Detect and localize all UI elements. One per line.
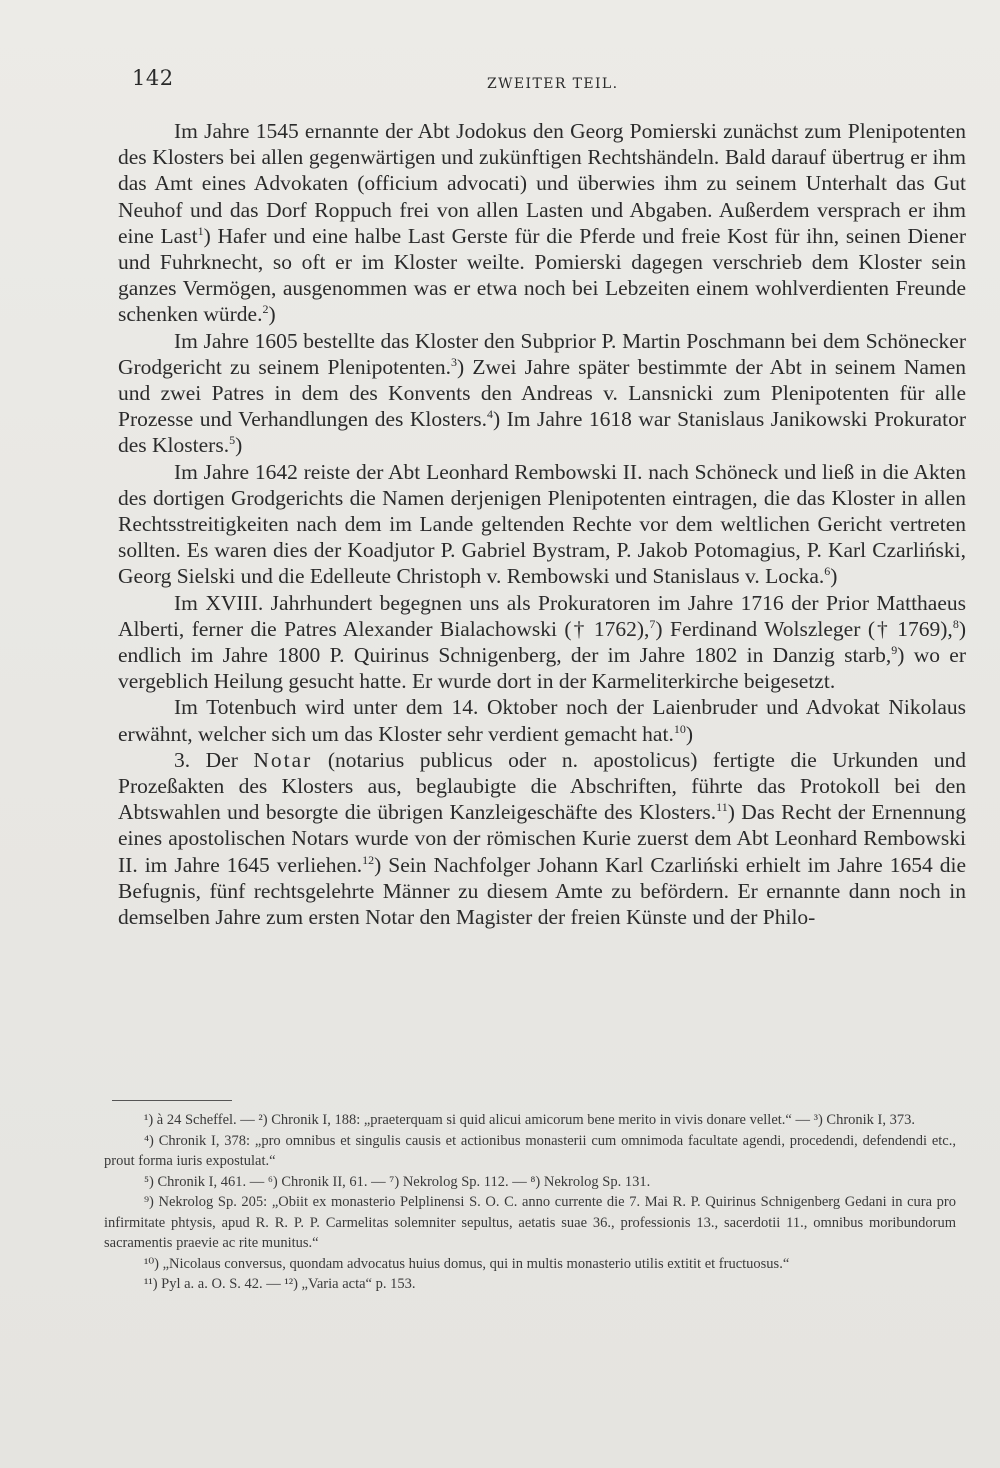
text-run: ) Im Jahre 1618 war Stanislaus Janikowski Prokurator des Klosters. [118, 407, 966, 458]
text-run: Im Totenbuch wird unter dem 14. Oktober noch der Laienbruder und Advokat Nikolaus erwähnt, welcher sich um das Kloster sehr verdient gemacht hat. [118, 695, 966, 746]
footnote-divider [112, 1100, 232, 1101]
text-run: (notarius publicus oder n. apostolicus) fertigte die Urkunden und Prozeßakten des Klosters aus, beglaubigte die Abschriften, führte das Protokoll bei den Abtswahlen und besorgte die übrigen Kanzleigeschäfte des Klosters. [118, 747, 966, 825]
footnote-ref: 10 [673, 721, 686, 736]
running-head: ZWEITER TEIL. [487, 76, 619, 92]
paragraph [118, 694, 966, 746]
text-run: ) Ferdinand Wolszleger († 1769), [655, 616, 953, 641]
footnote-ref: 3 [451, 354, 458, 369]
text-run: ) wo er vergeblich Heilung gesucht hatte. Er wurde dort in der Karmeliterkirche beigesetzt. [118, 643, 967, 694]
text-run: ) endlich im Jahre 1800 P. Quirinus Schnigenberg, der im Jahre 1802 in Danzig starb, [118, 616, 966, 668]
footnote: ¹⁰) „Nicolaus conversus, quondam advocatus huius domus, qui in multis monasterio utilis extitit et fructuosus.“ [144, 1255, 790, 1272]
text-run: ) [830, 564, 838, 589]
text-run: Im Jahre 1605 bestellte das Kloster den Subprior P. Martin Poschmann bei dem Schönecker Grodgericht zu seinem Plenipotenten. [118, 328, 966, 379]
text-run: 3. Der [174, 747, 254, 772]
footnote-ref: 7 [649, 616, 656, 631]
footnote-ref: 1 [197, 223, 204, 238]
text-run: ) [235, 433, 243, 458]
page-number: 142 [132, 66, 174, 90]
footnote-ref: 9 [891, 642, 898, 657]
footnote-ref: 5 [229, 433, 236, 448]
emphasized-term: Notar [253, 747, 313, 772]
footnote: ⁹) Nekrolog Sp. 205: „Obiit ex monasterio Pelplinensi S. O. C. anno currente die 7. Mai R. P. Quirinus Schnigenberg Gedani in cura pro infirmitate phtysis, apud R. R. P. P. Carmelitas solemniter sepultus, aetatis suae 36., professionis 13., sacerdotii 11., omnibus moribundorum sacramentis praevie ac rite munitus.“ [104, 1194, 956, 1251]
footnote-ref: 2 [262, 302, 269, 317]
main-text [118, 118, 966, 930]
paragraph [118, 747, 966, 930]
text-run: ) Zwei Jahre später bestimmte der Abt in seinem Namen und zwei Patres in dem des Konvents den Andreas v. Lansnicki zum Plenipotenten für alle Prozesse und Verhandlungen des Klosters. [118, 354, 966, 432]
text-run: ) [268, 302, 276, 327]
page-header [132, 66, 962, 106]
text-run: ) Sein Nachfolger Johann Karl Czarliński erhielt im Jahre 1654 die Befugnis, fünf rechtsgelehrte Männer zu diesem Amte zu befördern. Er ernannte dann noch in demselben Jahre zum ersten Notar den Magister der freien Künste und der Philo- [118, 852, 966, 930]
footnote: ¹¹) Pyl a. a. O. S. 42. — ¹²) „Varia acta“ p. 153. [144, 1276, 416, 1292]
footnote-ref: 11 [716, 800, 728, 815]
footnote-ref: 6 [824, 564, 831, 579]
text-run: ) [685, 721, 693, 746]
footnote: ¹) à 24 Scheffel. — ²) Chronik I, 188: „praeterquam si quid alicui amicorum bene merito in vivis donare vellet.“ — ³) Chronik I, 373. [144, 1112, 916, 1128]
paragraph [118, 459, 966, 590]
footnote-ref: 4 [486, 407, 493, 422]
footnote-ref: 12 [362, 852, 375, 867]
text-run: Im Jahre 1545 ernannte der Abt Jodokus den Georg Pomierski zunächst zum Plenipotenten des Klosters bei allen gegenwärtigen und zukünftigen Rechtshändeln. Bald darauf übertrug er ihm das Amt eines Advokaten (officium advocati) und überwies ihm zu seinem Unterhalt das Gut Neuhof und das Dorf Roppuch frei von allen Lasten und Abgaben. Außerdem versprach er ihm eine Last [118, 119, 966, 248]
footnote: ⁵) Chronik I, 461. — ⁶) Chronik II, 61. — ⁷) Nekrolog Sp. 112. — ⁸) Nekrolog Sp. 131. [144, 1173, 651, 1190]
text-run: ) Das Recht der Ernennung eines apostolischen Notars wurde von der römischen Kurie zuerst dem Abt Leonhard Rembowski II. im Jahre 1645 verliehen. [118, 800, 966, 877]
paragraph [118, 118, 966, 328]
footnote: ⁴) Chronik I, 378: „pro omnibus et singulis causis et actionibus monasterii cum omnimoda facultate agendi, procedendi, defendendi etc., prout forma iuris expostulat.“ [104, 1132, 956, 1169]
text-run: Im Jahre 1642 reiste der Abt Leonhard Rembowski II. nach Schöneck und ließ in die Akten des dortigen Grodgerichts die Namen derjenigen Plenipotenten eintragen, die das Kloster in allen Rechtsstreitigkeiten nach dem im Lande geltenden Rechte vor dem weltlichen Gericht vertreten sollten. Es waren dies der Koadjutor P. Gabriel Bystram, P. Jakob Potomagius, P. Karl Czarliński, Georg Sielski und die Edelleute Christoph v. Rembowski und Stanislaus v. Locka. [118, 459, 966, 589]
text-run: ) Hafer und eine halbe Last Gerste für die Pferde und freie Kost für ihn, seinen Diener und Fuhrknecht, so oft er im Kloster weilte. Pomierski dagegen verschrieb dem Kloster sein ganzes Vermögen, ausgenommen was er etwa noch bei Lebzeiten einem wohlverdienten Freunde schenken würde. [118, 223, 967, 327]
paragraph [118, 590, 966, 695]
text-run: Im XVIII. Jahrhundert begegnen uns als Prokuratoren im Jahre 1716 der Prior Matthaeus Alberti, ferner die Patres Alexander Bialachowski († 1762), [118, 590, 966, 641]
footnote-ref: 8 [952, 616, 959, 631]
paragraph [118, 328, 966, 459]
footnotes [104, 1110, 956, 1295]
